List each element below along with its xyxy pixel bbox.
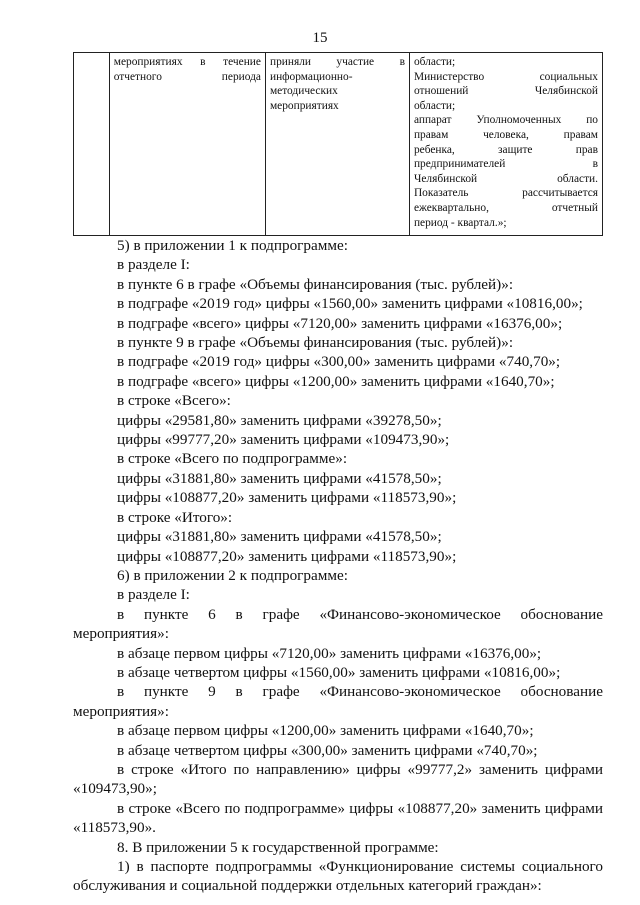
paragraph: в пункте 9 в графе «Финансово-экономическое обоснование мероприятия»: bbox=[73, 683, 603, 720]
paragraph: в пункте 6 в графе «Финансово-экономическое обоснование мероприятия»: bbox=[73, 605, 603, 643]
cell-line: период - квартал.»; bbox=[413, 216, 507, 229]
continuation-table bbox=[73, 52, 603, 236]
paragraph: в строке «Всего по подпрограмме» цифры «108877,20» заменить цифрами «118573,90». bbox=[73, 799, 603, 837]
table-cell-number bbox=[74, 53, 110, 236]
cell-line: аппарат Уполномоченных по bbox=[413, 114, 598, 127]
paragraph: в строке «Всего по подпрограмме»: bbox=[117, 450, 348, 468]
paragraph: в разделе I: bbox=[117, 586, 190, 604]
document-body bbox=[73, 236, 603, 896]
cell-line: методических bbox=[269, 85, 338, 98]
paragraph: цифры «31881,80» заменить цифрами «41578,50»; bbox=[117, 528, 442, 546]
page-number: 15 bbox=[312, 30, 328, 46]
paragraph: в подграфе «всего» цифры «7120,00» заменить цифрами «16376,00»; bbox=[117, 314, 563, 332]
table-cell-indicator bbox=[109, 53, 265, 236]
cell-line: отношений Челябинской bbox=[413, 85, 598, 98]
cell-line: правам человека, правам bbox=[413, 128, 598, 141]
cell-line: области; bbox=[413, 99, 456, 112]
cell-line: мероприятиях bbox=[269, 99, 339, 112]
cell-line: области; bbox=[413, 56, 456, 68]
paragraph: в пункте 6 в графе «Объемы финансирования (тыс. рублей)»: bbox=[117, 275, 514, 293]
paragraph: в абзаце четвертом цифры «1560,00» заменить цифрами «10816,00»; bbox=[117, 663, 561, 681]
paragraph: в абзаце четвертом цифры «300,00» заменить цифрами «740,70»; bbox=[117, 741, 538, 759]
paragraph: в абзаце первом цифры «1200,00» заменить цифрами «1640,70»; bbox=[117, 722, 534, 740]
paragraph: в абзаце первом цифры «7120,00» заменить цифрами «16376,00»; bbox=[117, 644, 542, 662]
table-row bbox=[74, 53, 603, 236]
cell-line: Челябинской области. bbox=[413, 172, 598, 185]
paragraph: 5) в приложении 1 к подпрограмме: bbox=[117, 237, 348, 254]
paragraph: цифры «31881,80» заменить цифрами «41578,50»; bbox=[117, 469, 442, 487]
paragraph: 1) в паспорте подпрограммы «Функционирование системы социального обслуживания и социальной поддержки отдельных категорий граждан»: bbox=[73, 858, 603, 895]
cell-line: приняли участие в bbox=[269, 56, 405, 68]
paragraph: цифры «108877,20» заменить цифрами «118573,90»; bbox=[117, 547, 457, 565]
paragraph: 8. В приложении 5 к государственной программе: bbox=[117, 838, 439, 856]
paragraph: цифры «29581,80» заменить цифрами «39278,50»; bbox=[117, 411, 442, 429]
paragraph: 6) в приложении 2 к подпрограмме: bbox=[117, 566, 348, 584]
paragraph: в строке «Итого по направлению» цифры «99777,2» заменить цифрами «109473,90»; bbox=[73, 760, 603, 798]
cell-line: информационно- bbox=[269, 70, 353, 83]
cell-line: ежеквартально, отчетный bbox=[413, 201, 598, 214]
paragraph: цифры «108877,20» заменить цифрами «118573,90»; bbox=[117, 489, 457, 507]
cell-line: Министерство социальных bbox=[413, 70, 598, 83]
table-cell-action bbox=[265, 53, 409, 236]
paragraph: в подграфе «всего» цифры «1200,00» заменить цифрами «1640,70»; bbox=[117, 372, 555, 390]
cell-line: предпринимателей в bbox=[413, 158, 598, 171]
cell-text-col2: мероприятиях в течение отчетного периода bbox=[113, 56, 261, 83]
paragraph: в подграфе «2019 год» цифры «1560,00» заменить цифрами «10816,00»; bbox=[117, 295, 583, 313]
paragraph: в пункте 9 в графе «Объемы финансирования (тыс. рублей)»: bbox=[117, 334, 514, 352]
paragraph: в строке «Итого»: bbox=[117, 508, 233, 526]
cell-line: Показатель рассчитывается bbox=[413, 187, 598, 200]
paragraph: в разделе I: bbox=[117, 256, 190, 274]
paragraph: в строке «Всего»: bbox=[117, 392, 231, 410]
cell-line: ребенка, защите прав bbox=[413, 143, 598, 156]
table-cell-responsible bbox=[409, 53, 602, 236]
paragraph: в подграфе «2019 год» цифры «300,00» заменить цифрами «740,70»; bbox=[117, 353, 561, 371]
paragraph: цифры «99777,20» заменить цифрами «109473,90»; bbox=[117, 431, 450, 449]
